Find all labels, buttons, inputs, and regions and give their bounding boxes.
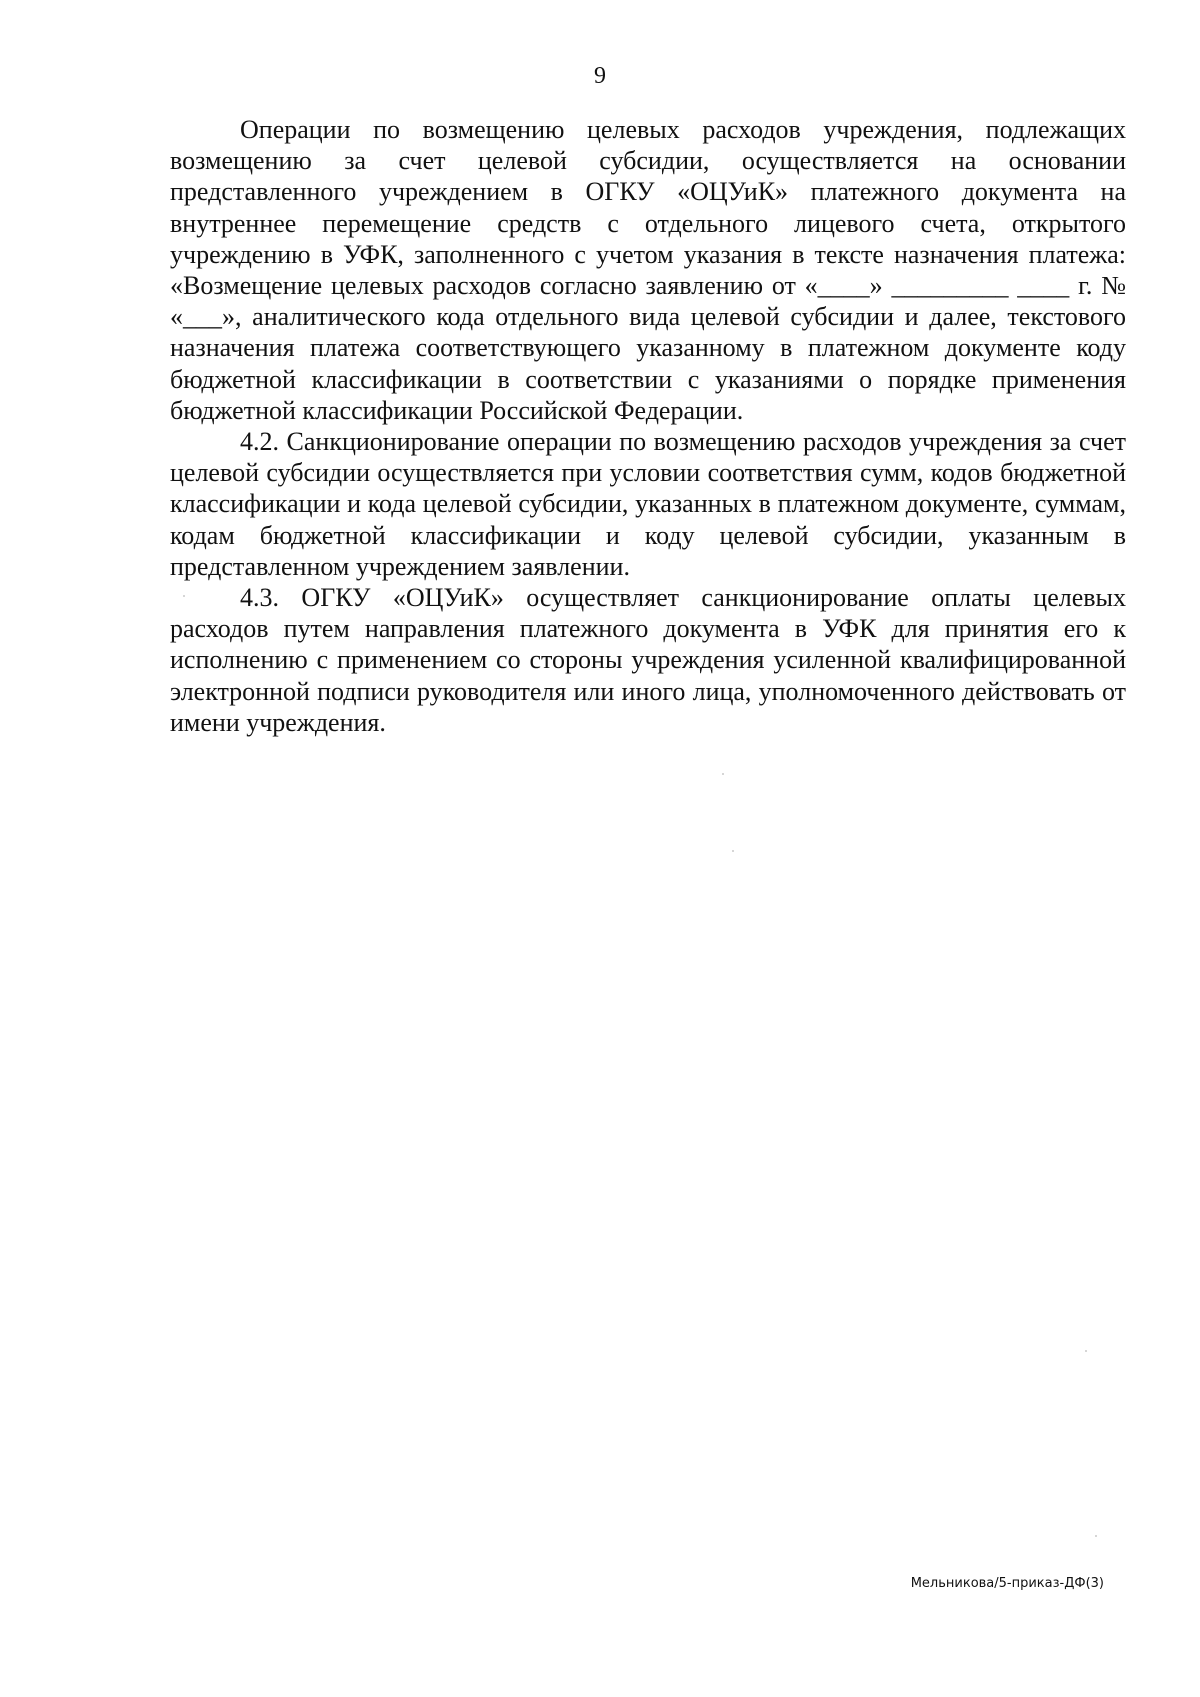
scan-speck <box>732 850 734 852</box>
document-body <box>170 114 1126 738</box>
paragraph-reimbursement-operations: Операции по возмещению целевых расходов учреждения, подлежащих возмещению за счет целевой субсидии, осуществляется на основании представленного учреждением в ОГКУ «ОЦУиК» платежного документа на внутреннее перемещение средств с отдельного лицевого счета, открытого учреждению в УФК, заполненного с учетом указания в тексте назначения платежа: «Возмещение целевых расходов согласно заявлению от «____» _________ ____ г. № «___», аналитического кода отдельного вида целевой субсидии и далее, текстового назначения платежа соответствующего указанному в платежном документе коду бюджетной классификации в соответствии с указаниями о порядке применения бюджетной классификации Российской Федерации. <box>170 115 1126 425</box>
scan-speck <box>183 595 185 597</box>
footer-document-code: Мельникова/5-приказ-ДФ(3) <box>910 1576 1104 1591</box>
scan-speck <box>1095 1535 1097 1537</box>
scan-speck <box>1085 1350 1087 1352</box>
paragraph-4-2: 4.2. Санкционирование операции по возмещению расходов учреждения за счет целевой субсидии осуществляется при условии соответствия сумм, кодов бюджетной классификации и кода целевой субсидии, указанных в платежном документе, суммам, кодам бюджетной классификации и коду целевой субсидии, указанным в представленном учреждением заявлении. <box>170 427 1126 581</box>
scan-speck <box>722 773 724 775</box>
paragraph-4-3: 4.3. ОГКУ «ОЦУиК» осуществляет санкционирование оплаты целевых расходов путем направления платежного документа в УФК для принятия его к исполнению с применением со стороны учреждения усиленной квалифицированной электронной подписи руководителя или иного лица, уполномоченного действовать от имени учреждения. <box>170 583 1126 737</box>
page-number: 9 <box>594 63 606 89</box>
